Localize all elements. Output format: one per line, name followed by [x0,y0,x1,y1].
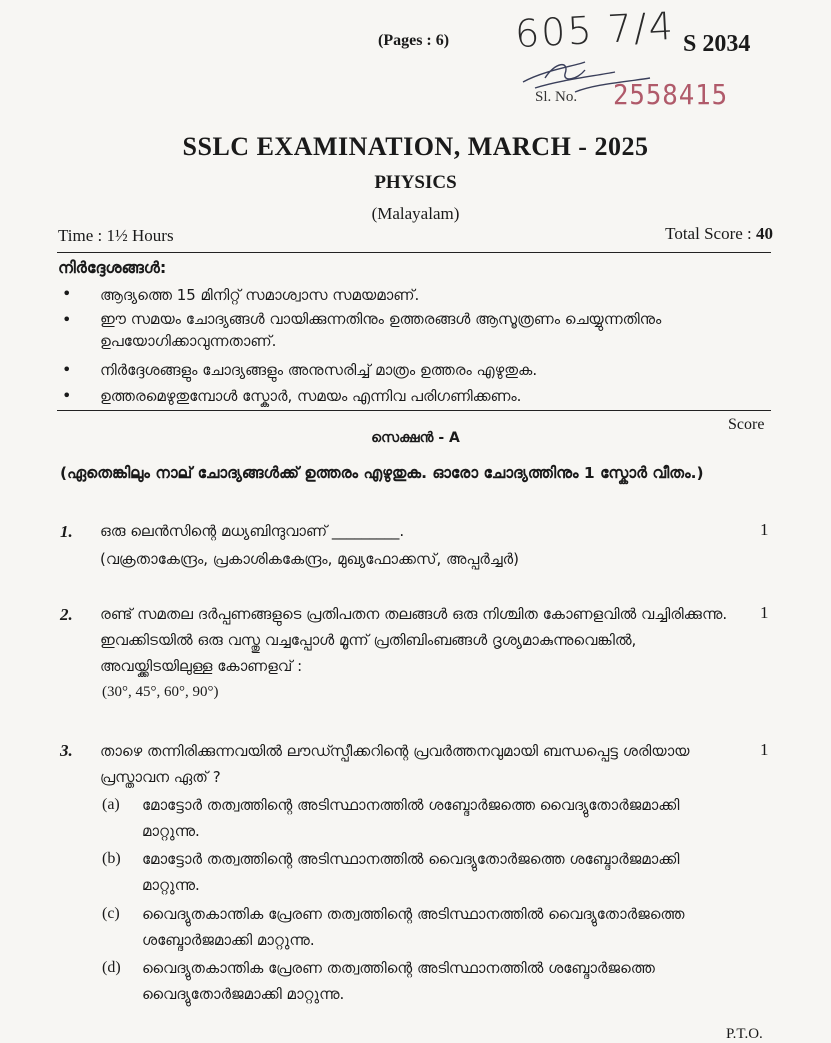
option-text: വൈദ്യുതകാന്തിക പ്രേരണ തത്വത്തിന്റെ അടിസ്ഥാനത്തിൽ ശബ്ദോർജത്തെ വൈദ്യുതോർജമാക്കി മാറ്റുന്നു. [142,959,655,1003]
total-score [665,224,773,244]
instruction-item: ആദ്യത്തെ 15 മിനിറ്റ് സമാശ്വാസ സമയമാണ്. [100,286,420,304]
option-label: (c) [102,905,120,922]
exam-title: SSLC EXAMINATION, MARCH - 2025 [182,132,649,161]
medium-label: (Malayalam) [371,204,460,223]
question-score: 1 [760,520,769,539]
question-number: 2. [60,605,73,624]
question-score: 1 [760,603,769,622]
question-text: താഴെ തന്നിരിക്കുന്നവയിൽ ലൗഡ്സ്പീക്കറിന്റെ പ്രവർത്തനവുമായി ബന്ധപ്പെട്ട ശരിയായ പ്രസ്താവന ഏത് ? [100,742,690,786]
bullet-icon: • [62,310,72,329]
question-text: ഒരു ലെൻസിന്റെ മധ്യബിന്ദുവാണ് _________. [100,522,405,540]
option-text: വൈദ്യുതകാന്തിക പ്രേരണ തത്വത്തിന്റെ അടിസ്ഥാനത്തിൽ വൈദ്യുതോർജത്തെ ശബ്ദോർജമാക്കി മാറ്റുന്നു. [142,905,685,949]
subject-title: PHYSICS [374,172,457,193]
option-text: മോട്ടോർ തത്വത്തിന്റെ അടിസ്ഥാനത്തിൽ വൈദ്യുതോർജത്തെ ശബ്ദോർജമാക്കി മാറ്റുന്നു. [142,850,680,894]
question-number: 3. [60,741,73,760]
instructions-divider [57,410,771,411]
total-score-value: 40 [756,224,773,243]
page-count: (Pages : 6) [378,32,450,49]
instruction-item: ഈ സമയം ചോദ്യങ്ങൾ വായിക്കുന്നതിനും ഉത്തരങ്ങൾ ആസൂത്രണം ചെയ്യുന്നതിനും ഉപയോഗിക്കാവുന്നതാണ്. [100,310,662,350]
serial-number: 2558415 [613,78,729,111]
bullet-icon: • [62,284,72,303]
option-label: (a) [102,796,120,813]
option-label: (b) [102,850,121,867]
question-choices: (30°, 45°, 60°, 90°) [102,684,219,700]
serial-number-label: Sl. No. [535,89,578,105]
question-number: 1. [60,522,73,541]
instruction-item: നിർദ്ദേശങ്ങളും ചോദ്യങ്ങളും അനുസരിച്ച് മാത്രം ഉത്തരം എഴുതുക. [100,361,538,379]
total-score-label: Total Score : [665,224,752,243]
score-column-heading: Score [728,416,765,433]
instruction-item: ഉത്തരമെഴുതുമ്പോൾ സ്കോർ, സമയം എന്നിവ പരിഗണിക്കണം. [100,387,522,405]
page-turn-over: P.T.O. [726,1026,763,1042]
question-text: രണ്ട് സമതല ദർപ്പണങ്ങളുടെ പ്രതിപതന തലങ്ങൾ ഒരു നിശ്ചിത കോണളവിൽ വച്ചിരിക്കുന്നു. ഇവക്കിടയിൽ ഒരു വസ്തു വച്ചപ്പോൾ മൂന്ന് പ്രതിബിംബങ്ങൾ ദൃശ്യമാകുന്നുവെങ്കിൽ, അവയ്ക്കിടയിലുള്ള കോണളവ് : [100,605,728,675]
section-instruction: (ഏതെങ്കിലും നാല് ചോദ്യങ്ങൾക്ക് ഉത്തരം എഴുതുക. ഓരോ ചോദ്യത്തിനും 1 സ്കോർ വീതം.) [60,464,704,482]
option-text: മോട്ടോർ തത്വത്തിന്റെ അടിസ്ഥാനത്തിൽ ശബ്ദോർജത്തെ വൈദ്യുതോർജമാക്കി മാറ്റുന്നു. [142,796,680,840]
option-label: (d) [102,959,121,976]
top-divider [57,252,771,253]
question-score: 1 [760,740,769,759]
bullet-icon: • [62,386,72,405]
paper-code: S 2034 [683,31,751,57]
instructions-heading: നിർദ്ദേശങ്ങൾ: [58,258,167,277]
bullet-icon: • [62,360,72,379]
section-title: സെക്ഷൻ - A [371,430,460,446]
question-choices: (വക്രതാകേന്ദ്രം, പ്രകാശികകേന്ദ്രം, മുഖ്യഫോക്കസ്, അപ്പർച്ചർ) [100,550,519,568]
time-allowed: Time : 1½ Hours [58,226,174,245]
handwritten-number: 605 7/4 [513,3,676,57]
